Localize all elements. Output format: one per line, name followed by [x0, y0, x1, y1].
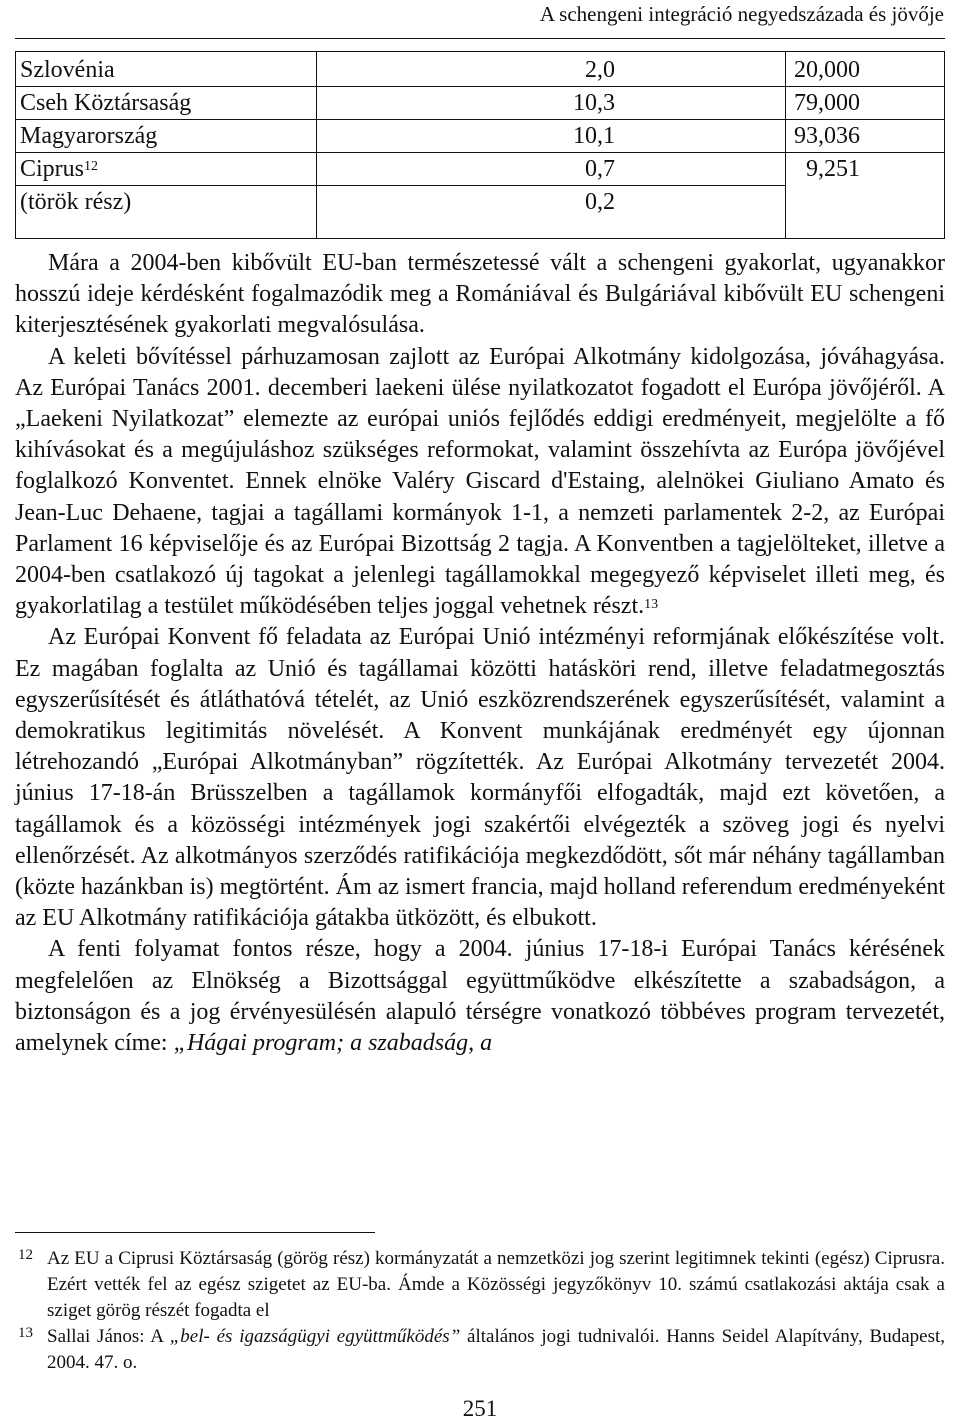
footnote-text: Sallai János: A [47, 1326, 170, 1347]
table-cell-value-1: 10,1 [317, 120, 786, 153]
paragraph-text: A fenti folyamat fontos része, hogy a 2004. június 17-18-i Európai Tanács kérésének megfelelően az Elnökség a Bizottsággal együttműködve elkészítette a szabadságon, a biztonságon és a jog érvényesülésén alapuló térségre vonatkozó többéves program tervezetét, amelynek címe: [15, 936, 945, 1057]
paragraph [15, 934, 945, 1059]
footnote-number: 13 [18, 1325, 33, 1341]
table-cell-country: Szlovénia [16, 52, 317, 87]
table-cell-country: Magyarország [16, 120, 317, 153]
footnote-text: Az EU a Ciprusi Köztársaság (görög rész) kormányzatát a nemzetközi jog szerint legitimnek tekinti (egész) Ciprusra. Ezért vették fel az egész szigetet az EU-ba. Ámde a Közösségi jegyzőkönyv 10. számú csatlakozási aktája csak a sziget görög részét fogadta el [47, 1248, 945, 1321]
table-row [16, 153, 945, 186]
table-row [16, 87, 945, 120]
table-row [16, 120, 945, 153]
paragraph: Az Európai Konvent fő feladata az Európai Unió intézményi reformjának előkészítése volt. Ez magában foglalta az Unió és tagállamai közötti hatásköri rend, illetve feladatmegosztás egyszerűsítését és átláthatóvá tételét, az Unió eszközrendszerének egyszerűsítését, valamint a demokratikus legitimitás növelését. A Konvent munkájának eredményét egy újonnan létrehozandó „Európai Alkotmányban” rögzítették. Az Európai Alkotmány tervezetét 2004. június 17-18-án Brüsszelben a tagállamok kormányfői elfogadták, majd ezt követően, a tagállamok és a közösségi intézmények jogi szakértői elvégezték a szöveg jogi és nyelvi ellenőrzését. Az alkotmányos szerződés ratifikációja megkezdődött, sőt már néhány tagállamban (közte hazánkban is) megtörtént. Ám az ismert francia, majd holland referendum eredményeként az EU Alkotmány ratifikációja gátakba ütközött, és elbukott. [15, 624, 945, 932]
table-cell-value-2: 93,036 [786, 120, 945, 153]
paragraph: Mára a 2004-ben kibővült EU-ban természetessé vált a schengeni gyakorlat, ugyanakkor hosszú ideje kérdésként fogalmazódik meg a Romániával és Bulgáriával kibővült EU schengeni kiterjesztésének gyakorlati megvalósulása. [15, 250, 945, 339]
table-row [16, 186, 945, 239]
footnote-text: általános jogi tudnivalói. Hanns Seidel Alapítvány, Budapest, 2004. 47. o. [47, 1326, 945, 1373]
table-row [16, 52, 945, 87]
program-title: „Hágai program; a szabadság, a [173, 1030, 493, 1057]
table-cell-value-2: 9,251 [786, 153, 945, 186]
footnotes [15, 1246, 945, 1376]
table-cell-value-1: 10,3 [317, 87, 786, 120]
country-name: Ciprus [20, 156, 85, 182]
table-cell-value-1: 2,0 [317, 52, 786, 87]
header-rule [15, 38, 945, 39]
statistics-table [15, 51, 945, 239]
footnote-separator [15, 1232, 375, 1233]
table-cell-value-2 [786, 186, 945, 239]
paragraph [15, 342, 945, 623]
table-cell-value-2: 79,000 [786, 87, 945, 120]
table-cell-value-2: 20,000 [786, 52, 945, 87]
paragraph-text: A keleti bővítéssel párhuzamosan zajlott az Európai Alkotmány kidolgozása, jóváhagyása. Az Európai Tanács 2001. decemberi laekeni ülése nyilatkozatot fogadott el Európa jövőjéről. A „Laekeni Nyilatkozat” elemezte az európai uniós fejlődés eddigi eredményeit, megjelölte a fő kihívásokat és a megújuláshoz szükséges reformokat, valamint összehívta az Európa jövőjével foglalkozó Konventet. Ennek elnöke Valéry Giscard d'Estaing, alelnökei Giuliano Amato és Jean-Luc Dehaene, tagjai a tagállami kormányok 1-1, a nemzeti parlamentek 2-2, az Európai Parlament 16 képviselője és az Európai Bizottság 2 tagja. A Konventben a tagjelölteket, illetve a 2004-ben csatlakozó új tagokat a jelenlegi tagállamokkal megegyező képviselet illeti meg, és gyakorlatilag a testület működésében teljes joggal vehetnek részt. [15, 343, 945, 620]
page-number: 251 [462, 1396, 498, 1421]
table-cell-country: Cseh Köztársaság [16, 87, 317, 120]
footnote-italic: „bel- és igazságügyi együttműködés” [169, 1326, 461, 1347]
table-cell-country: (török rész) [16, 186, 317, 239]
footnote-ref: 12 [84, 159, 99, 174]
footnote-number: 12 [18, 1247, 33, 1263]
body-text [15, 248, 945, 1059]
running-header: A schengeni integráció negyedszázada és jövője [539, 2, 944, 26]
footnote [15, 1246, 945, 1324]
table-cell-value-1: 0,7 [317, 153, 786, 186]
footnote [15, 1324, 945, 1376]
table-cell-country [16, 153, 317, 186]
table-cell-value-1: 0,2 [317, 186, 786, 239]
footnote-ref: 13 [644, 597, 659, 613]
